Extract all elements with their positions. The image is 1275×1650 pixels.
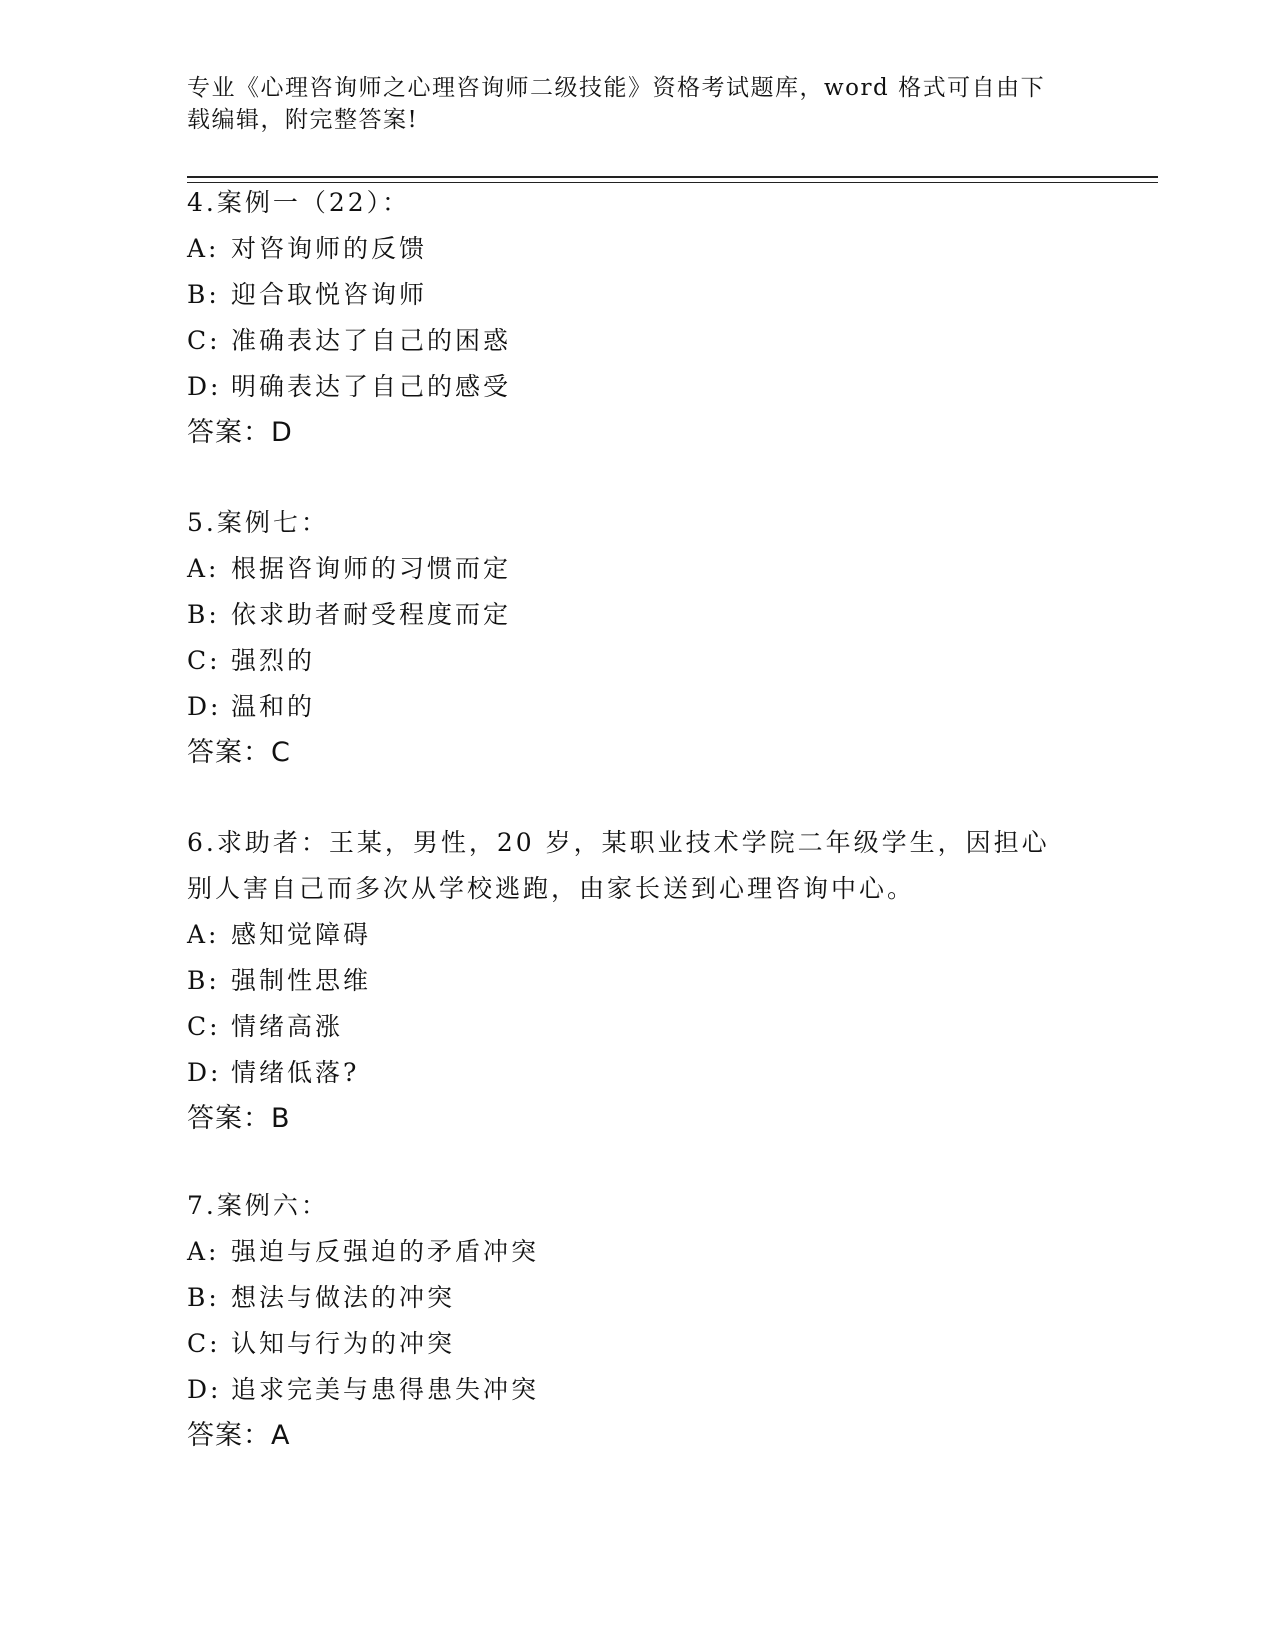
option-letter: B: [187, 966, 220, 995]
question-7 [187, 1183, 1087, 1459]
question-stem: 5.案例七： [187, 508, 329, 537]
option-letter: A: [187, 554, 220, 583]
option-b [187, 592, 1087, 638]
option-d [187, 1367, 1087, 1413]
document-header: 专业《心理咨询师之心理咨询师二级技能》资格考试题库，word 格式可自由下载编辑，附完整答案! [187, 75, 1046, 133]
option-a [187, 912, 1087, 958]
option-text: 迎合取悦咨询师 [231, 280, 428, 309]
option-text: 根据咨询师的习惯而定 [231, 554, 512, 583]
option-text: 认知与行为的冲突 [231, 1329, 456, 1358]
answer-line: 答案：D [187, 417, 293, 448]
question-4 [187, 180, 1087, 456]
option-text: 明确表达了自己的感受 [231, 372, 512, 401]
option-letter: A: [187, 920, 220, 949]
option-a [187, 1229, 1087, 1275]
header-divider-thick [187, 176, 1158, 178]
option-letter: C: [187, 1329, 221, 1358]
option-text: 追求完美与患得患失冲突 [231, 1375, 540, 1404]
option-letter: B: [187, 600, 220, 629]
answer-line: 答案：B [187, 1103, 291, 1134]
option-b [187, 1275, 1087, 1321]
option-text: 强烈的 [231, 646, 316, 675]
question-stem: 7.案例六： [187, 1191, 329, 1220]
option-letter: D: [187, 1058, 222, 1087]
option-a [187, 226, 1087, 272]
option-letter: C: [187, 326, 221, 355]
option-letter: A: [187, 234, 220, 263]
option-c [187, 1004, 1087, 1050]
question-5 [187, 500, 1087, 776]
option-c [187, 1321, 1087, 1367]
option-text: 强迫与反强迫的矛盾冲突 [231, 1237, 540, 1266]
option-text: 情绪高涨 [231, 1012, 344, 1041]
option-letter: B: [187, 1283, 220, 1312]
option-text: 情绪低落? [231, 1058, 360, 1087]
option-letter: A: [187, 1237, 220, 1266]
option-text: 强制性思维 [231, 966, 372, 995]
option-c [187, 318, 1087, 364]
option-d [187, 1050, 1087, 1096]
option-letter: D: [187, 1375, 222, 1404]
question-stem: 6.求助者：王某，男性，20 岁，某职业技术学院二年级学生，因担心别人害自己而多次从学校逃跑，由家长送到心理咨询中心。 [187, 828, 1050, 903]
option-letter: B: [187, 280, 220, 309]
question-6 [187, 820, 1087, 1142]
option-text: 对咨询师的反馈 [231, 234, 428, 263]
option-letter: C: [187, 646, 221, 675]
option-a [187, 546, 1087, 592]
option-text: 想法与做法的冲突 [231, 1283, 456, 1312]
option-text: 准确表达了自己的困惑 [231, 326, 512, 355]
answer-line: 答案：A [187, 1420, 291, 1451]
answer-line: 答案：C [187, 737, 291, 768]
option-c [187, 638, 1087, 684]
option-text: 依求助者耐受程度而定 [231, 600, 512, 629]
option-letter: C: [187, 1012, 221, 1041]
option-d [187, 684, 1087, 730]
option-letter: D: [187, 692, 222, 721]
option-b [187, 958, 1087, 1004]
option-d [187, 364, 1087, 410]
option-letter: D: [187, 372, 222, 401]
option-text: 感知觉障碍 [231, 920, 372, 949]
option-b [187, 272, 1087, 318]
option-text: 温和的 [231, 692, 316, 721]
question-stem: 4.案例一（22）： [187, 188, 411, 217]
